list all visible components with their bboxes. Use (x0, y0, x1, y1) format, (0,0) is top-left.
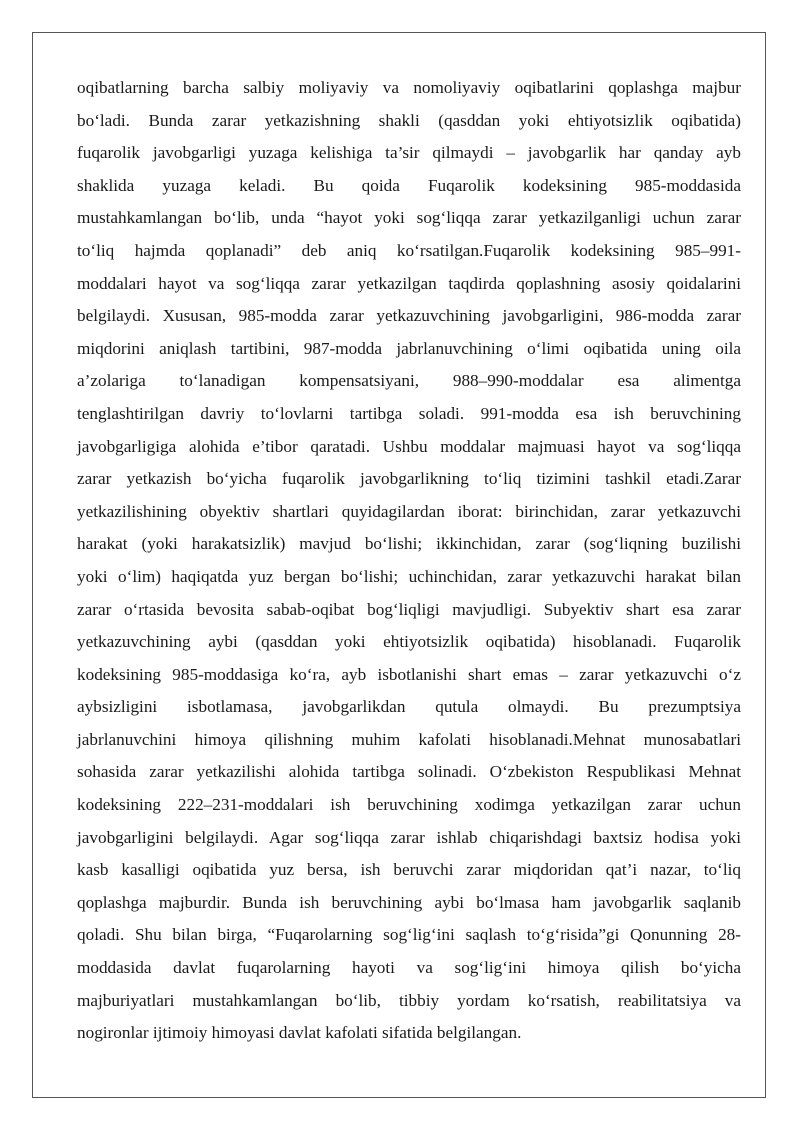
text-line: nogironlar ijtimoiy himoyasi davlat kafolati sifatida belgilangan. (77, 1023, 522, 1043)
text-line: bo‘ladi. Bunda zarar yetkazishning shakli (qasddan yoki ehtiyotsizlik oqibatida) (77, 110, 741, 130)
text-line: qoplashga majburdir. Bunda ish beruvchining aybi bo‘lmasa ham javobgarlik saqlanib (77, 892, 741, 912)
text-line: mustahkamlangan bo‘lib, unda “hayot yoki sog‘liqqa zarar yetkazilganligi uchun zarar (77, 208, 741, 228)
text-line: qoladi. Shu bilan birga, “Fuqarolarning sog‘lig‘ini saqlash to‘g‘risida”gi Qonunning 28- (77, 925, 741, 945)
text-line: miqdorini aniqlash tartibini, 987-modda jabrlanuvchining o‘limi oqibatida uning oila (77, 338, 741, 358)
text-line: javobgarligiga alohida e’tibor qaratadi. Ushbu moddalar majmuasi hayot va sog‘liqqa (77, 436, 741, 456)
text-line: kasb kasalligi oqibatida yuz bersa, ish beruvchi zarar miqdoridan qat’i nazar, to‘liq (77, 860, 741, 880)
text-line: moddalari hayot va sog‘liqqa zarar yetkazilgan taqdirda qoplashning asosiy qoidalarini (77, 273, 741, 293)
text-line: jabrlanuvchini himoya qilishning muhim kafolati hisoblanadi.Mehnat munosabatlari (77, 729, 741, 749)
text-line: tenglashtirilgan davriy to‘lovlarni tartibga soladi. 991-modda esa ish beruvchining (77, 403, 741, 423)
text-line: moddasida davlat fuqarolarning hayoti va sog‘lig‘ini himoya qilish bo‘yicha (77, 958, 741, 978)
text-line: shaklida yuzaga keladi. Bu qoida Fuqarolik kodeksining 985-moddasida (77, 175, 741, 195)
text-line: javobgarligini belgilaydi. Agar sog‘liqqa zarar ishlab chiqarishdagi baxtsiz hodisa yoki (77, 827, 741, 847)
text-line: yoki o‘lim) haqiqatda yuz bergan bo‘lishi; uchinchidan, zarar yetkazuvchi harakat bilan (77, 566, 741, 586)
body-paragraph (77, 72, 741, 1050)
text-line: harakat (yoki harakatsizlik) mavjud bo‘lishi; ikkinchidan, zarar (sog‘liqning buzilishi (77, 534, 741, 554)
text-line: oqibatlarning barcha salbiy moliyaviy va nomoliyaviy oqibatlarini qoplashga majbur (77, 78, 741, 97)
text-line: yetkazilishining obyektiv shartlari quyidagilardan iborat: birinchidan, zarar yetkazuvchi (77, 501, 741, 521)
text-line: kodeksining 222–231-moddalari ish beruvchining xodimga yetkazilgan zarar uchun (77, 795, 741, 815)
text-line: sohasida zarar yetkazilishi alohida tartibga solinadi. O‘zbekiston Respublikasi Mehnat (77, 762, 741, 782)
text-line: to‘liq hajmda qoplanadi” deb aniq ko‘rsatilgan.Fuqarolik kodeksining 985–991- (77, 240, 741, 260)
text-line: zarar yetkazish bo‘yicha fuqarolik javobgarlikning to‘liq tizimini tashkil etadi.Zarar (77, 469, 741, 489)
text-line: kodeksining 985-moddasiga ko‘ra, ayb isbotlanishi shart emas – zarar yetkazuvchi o‘z (77, 664, 741, 684)
text-line: aybsizligini isbotlamasa, javobgarlikdan qutula olmaydi. Bu prezumptsiya (77, 697, 741, 717)
text-line: fuqarolik javobgarligi yuzaga kelishiga ta’sir qilmaydi – javobgarlik har qanday ayb (77, 143, 741, 163)
text-line: belgilaydi. Xususan, 985-modda zarar yetkazuvchining javobgarligini, 986-modda zarar (77, 306, 741, 326)
text-line: a’zolariga to‘lanadigan kompensatsiyani, 988–990-moddalar esa alimentga (77, 371, 741, 391)
text-line: zarar o‘rtasida bevosita sabab-oqibat bog‘liqligi mavjudligi. Subyektiv shart esa zarar (77, 599, 741, 619)
text-line: yetkazuvchining aybi (qasddan yoki ehtiyotsizlik oqibatida) hisoblanadi. Fuqarolik (77, 632, 741, 652)
text-line: majburiyatlari mustahkamlangan bo‘lib, tibbiy yordam ko‘rsatish, reabilitatsiya va (77, 990, 741, 1010)
